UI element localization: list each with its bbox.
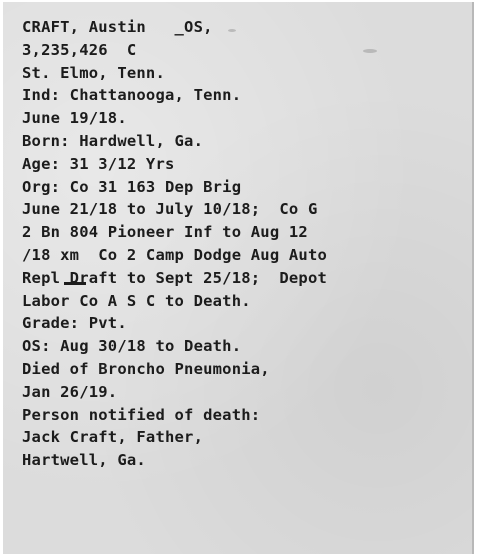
record-line-notified-person: Jack Craft, Father,	[22, 428, 204, 447]
record-line-notified-address: Hartwell, Ga.	[22, 451, 146, 470]
record-line-birthplace: Born: Hardwell, Ga.	[22, 131, 204, 150]
record-line-organization-cont: June 21/18 to July 10/18; Co G	[22, 200, 318, 219]
record-line-organization-cont: Repl Draft to Sept 25/18; Depot	[22, 268, 328, 287]
record-line-organization-cont: Labor Co A S C to Death.	[22, 291, 251, 310]
ink-smudge-mark	[363, 49, 377, 53]
record-line-grade: Grade: Pvt.	[22, 314, 127, 333]
record-line-induction: Ind: Chattanooga, Tenn.	[22, 86, 242, 105]
record-line-overseas: OS: Aug 30/18 to Death.	[22, 337, 242, 356]
record-line-residence: St. Elmo, Tenn.	[22, 63, 165, 82]
record-line-organization-cont: /18 xm Co 2 Camp Dodge Aug Auto	[22, 245, 328, 264]
record-line-age: Age: 31 3/12 Yrs	[22, 154, 175, 173]
record-text	[22, 16, 327, 472]
record-line-notified-heading: Person notified of death:	[22, 405, 261, 424]
record-line-name: CRAFT, Austin _OS,	[22, 18, 213, 36]
record-line-organization-cont: 2 Bn 804 Pioneer Inf to Aug 12	[22, 223, 308, 242]
service-record-card	[3, 2, 474, 554]
record-line-serial: 3,235,426 C	[22, 40, 137, 59]
record-line-death-date: Jan 26/19.	[22, 382, 118, 401]
record-line-induction-date: June 19/18.	[22, 109, 127, 128]
record-line-organization: Org: Co 31 163 Dep Brig	[22, 177, 242, 196]
record-line-cause-of-death: Died of Broncho Pneumonia,	[22, 359, 270, 378]
